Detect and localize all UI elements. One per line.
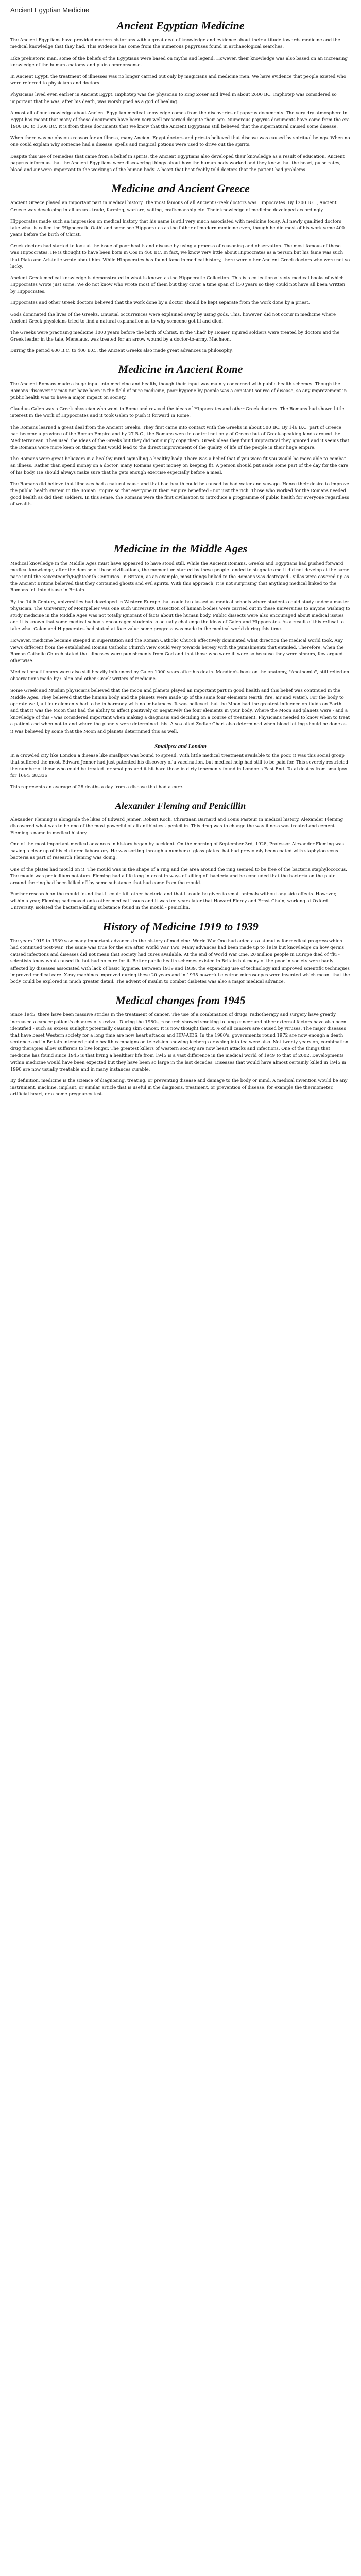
paragraph: Despite this use of remedies that came from a belief in spirits, the Ancient Egyptians also developed their knowledge as a result of education. Ancient papyrus inform us that the Ancient Egyptians were discovering things about how the human body worked and they knew that the heart, pulse rates, blood and air were important to the workings of the human body. A heart that beat feebly told doctors that the patient had problems.: [10, 154, 345, 173]
paragraph: Medical knowledge in the Middle Ages must have appeared to have stood still. While the Ancient Romans, Greeks and Egyptians had pushed forward medical knowledge, after the demise of these civilisations, the momentum started by these people tended to stagnate and it did not develop at the same pace until the Seventeenth/Eighteenth Centuries. In Britain, as an example, most things linked to the Romans was destroyed - villas were covered up as the Ancient Britons believed that they contained ghosts and evil spirits. With this approach, it is not surprising that anything medical linked to the Romans fell into disuse in Britain.: [10, 561, 350, 594]
paragraph: The Romans were great believers in a healthy mind signalling a healthy body. There was a belief that if you were fit you would be more able to combat an illness. Rather than spend money on a doctor, many Romans spent money on keeping fit. A person should put aside some part of the day for the care of his body. He should always make sure that he gets enough exercise especially before a meal.: [10, 456, 349, 476]
section-heading: Medicine in Ancient Rome: [118, 363, 243, 376]
paragraph: Claudius Galen was a Greek physician who went to Rome and revived the ideas of Hippocrates and other Greek doctors. The Romans had shown little interest in the work of Hippocrates and it took Galen to push it forward in Rome.: [10, 406, 345, 419]
page-title: Ancient Egyptian Medicine: [10, 6, 90, 14]
paragraph: This represents an average of 28 deaths a day from a disease that had a cure.: [10, 785, 184, 790]
paragraph: In a crowded city like London a disease like smallpox was bound to spread. With little medical treatment available to the poor, it was this social group that suffered the most. Edward Jenner had just patented his discovery of a vaccination, but medical help had still to be paid for. This severely restricted the number of those who could be treated for smallpox and it hit hard those in dirty tenements found in London's East End. Total deaths from smallpox for 1664: 38,336: [10, 753, 349, 779]
paragraph: Hippocrates and other Greek doctors believed that the work done by a doctor should be kept separate from the work done by a priest.: [10, 300, 310, 306]
paragraph: Gods dominated the lives of the Greeks. Unusual occurrences were explained away by using gods. This, however, did not occur in medicine where Ancient Greek physicians tried to find a natural explanation as to why someone got ill and died.: [10, 312, 336, 324]
subsection-heading: Smallpox and London: [154, 743, 207, 750]
section-heading: Alexander Fleming and Penicillin: [115, 800, 246, 811]
paragraph: Alexander Fleming is alongside the likes of Edward Jenner, Robert Koch, Christiaan Barnard and Louis Pasteur in medical history. Alexander Fleming discovered what was to be one of the most powerful of all antibiotics - penicillin. This drug was to change the way illness was treated and cement Fleming's name in medical history.: [10, 817, 343, 836]
section-smallpox: [10, 743, 351, 791]
paragraph: The Romans did believe that illnesses had a natural cause and that bad health could be caused by bad water and sewage. Hence their desire to improve the public health system in the Roman Empire so that everyone in their empire benefited - not just the rich. Those who worked for the Romans needed good health as did their soldiers. In this sense, the Romans were the first civilisation to introduce a programme of public health for everyone regardless of wealth.: [10, 481, 349, 507]
paragraph: In Ancient Egypt, the treatment of illnesses was no longer carried out only by magicians and medicine men. We have evidence that people existed who were referred to physicians and doctors.: [10, 74, 346, 87]
section-fleming: [10, 801, 351, 912]
paragraph: Medical practitioners were also still heavily influenced by Galen 1000 years after his death. Mondino's book on the anatomy, "Anothomia", still relied on observations made by Galen and other Greek writers of medicine.: [10, 670, 349, 682]
paragraph: Greek doctors had started to look at the issue of poor health and disease by using a process of reasoning and observation. The most famous of these was Hippocrates. He is thought to have been born in Cos in 460 BC. In fact, we know very little about Hippocrates as a person but his fame was such that Plato and Aristotle wrote about him. While Hippocrates has found fame in medical history, there were other Ancient Greek doctors who were not so lucky.: [10, 244, 350, 269]
paragraph: The Ancient Egyptians have provided modern historians with a great deal of knowledge and evidence about their attitude towards medicine and the medical knowledge that they had. This evidence has come from the numerous papyruses found in archaeological searches.: [10, 38, 340, 50]
section-rome: [10, 363, 351, 508]
section-egypt: [10, 19, 351, 174]
paragraph: Almost all of our knowledge about Ancient Egyptian medical knowledge comes from the discoveries of papyrus documents. The very dry atmosphere in Egypt has meant that many of these documents have been very well preserved despite their age. Numerous papyrus documents have come from the era 1900 BC to 1500 BC. It is from these documents that we know that the Ancient Egyptians still believed that the supernatural caused some disease.: [10, 110, 350, 130]
paragraph: Ancient Greece played an important part in medical history. The most famous of all Ancient Greek doctors was Hippocrates. By 1200 B.C., Ancient Greece was developing in all areas - trade, farming, warfare, sailing, craftsmanship etc. Their knowledge of medicine developed accordingly.: [10, 200, 337, 213]
paragraph: By definition, medicine is the science of diagnosing, treating, or preventing disease and damage to the body or mind. A medical invention would be any instrument, machine, implant, or similar article that is useful in the diagnosis, treatment, or prevention of disease, for example the thermometer, artificial heart, or a home pregnancy test.: [10, 1078, 348, 1097]
paragraph: The Ancient Romans made a huge input into medicine and health, though their input was mainly concerned with public health schemes. Though the Romans 'discoveries' may not have been in the field of pure medicine, poor hygiene by people was a constant source of disease, so any improvement in public health was to have a major impact on society.: [10, 381, 347, 401]
section-heading: Medical changes from 1945: [115, 994, 246, 1007]
paragraph: The Romans learned a great deal from the Ancient Greeks. They first came into contact with the Greeks in about 500 BC. By 146 B.C. part of Greece had become a province of the Roman Empire and by 27 B.C., the Romans were in control not only of Greece but of Greek-speaking lands around the Mediterranean. They used the ideas of the Greeks but they did not simply copy them. Greek ideas they found impractical they ignored and it seems that the Romans were more keen on things that would lead to the direct improvement of the quality of life of the people in their huge empire.: [10, 425, 350, 451]
section-heading: Medicine and Ancient Greece: [111, 182, 250, 195]
paragraph: Some Greek and Muslim physicians believed that the moon and planets played an important part in good health and this belief was continued in the Middle Ages. They believed that the human body and the planets were made up of the same four elements (earth, fire, air and water). For the body to operate well, all four elements had to be in harmony with no imbalances. It was believed that the Moon had the greatest influence on fluids on Earth and that it was the Moon that had the ability to affect positively or negatively the four elements in your body. Where the Moon and planets were - and a knowledge of this - was considered important when making a diagnosis and deciding on a course of treatment. Physicians needed to know when to treat a patient and when not to and where the planets were determined this. A so-called Zodiac Chart also determined when blood letting should be done as it was believed by some that the Moon and planets determined this as well.: [10, 688, 350, 734]
paragraph: Like prehistoric man, some of the beliefs of the Egyptians were based on myths and legend. However, their knowledge was also based on an increasing knowledge of the human anatomy and plain commonsense.: [10, 56, 348, 68]
spacer: [10, 516, 351, 537]
paragraph: Since 1945, there have been massive strides in the treatment of cancer. The use of a combination of drugs, radiotherapy and surgery have greatly increased a cancer patient's chances of survival. During the 1980s, research showed smoking to lung cancer and other external factors have also been identified - such as excess sunlight potentially causing skin cancer. It is now thought that 35% of all cancers are caused by viruses. The major diseases that have beset Western society for a long time are now heart attacks and HIV-AIDS. In the 1980's, governments round 1972 are now enough a death sentence and in Britain intended public health campaigns on television showing icebergs crashing into tea were also. Not twenty years on, combination drug therapies allow sufferers to live longer. The greatest killers of western society are now heart attacks and infections. One of the things that medicine has found since 1945 is that living a healthier life from 1945 is a vast difference in the medical world of 1949 to that of 2002. Developments within medicine would have been expected but they have been so large in the last decades. Diseases that would have almost certainly killed in 1945 in 1990 are now usually treatable and in many instances curable.: [10, 1012, 349, 1072]
page: [5, 0, 356, 1119]
paragraph: The years 1919 to 1939 saw many important advances in the history of medicine. World War One had acted as a stimulus for medical progress which had continued post-war. The same was true for the era after World War Two. Many advances had been made up to 1919 but knowledge on how germs caused infections and diseases did not mean that society had cures available. At the end of World War One, 20 million people in Europe died of 'flu - scientists knew what caused flu but had no cure for it. Better public health schemes existed in Britain but many of the poor in society were badly affected by diseases associated with lack of basic hygiene. Between 1919 and 1939, the expanding use of technology and improved scientific techniques improved medical care. X-ray machines improved during these 20 years and in 1935 powerful electron microscopes were invented which meant that the body could be explored in much greater detail. The advent of insulin to combat diabetes was also a major medical advance.: [10, 938, 350, 985]
section-heading: Medicine in the Middle Ages: [113, 542, 248, 555]
paragraph: Hippocrates made such an impression on medical history that his name is still very much associated with medicine today. All newly qualified doctors take what is called the 'Hippocratic Oath' and some see Hippocrates as the father of modern medicine even, though he did most of his work some 400 years before the birth of Christ.: [10, 218, 345, 238]
section-1945: [10, 994, 351, 1098]
section-heading: History of Medicine 1919 to 1939: [102, 920, 259, 933]
paragraph: When there was no obvious reason for an illness, many Ancient Egypt doctors and priests believed that disease was caused by spiritual beings. When no one could explain why someone had a disease, spells and magical potions were used to drive out the spirits.: [10, 135, 350, 148]
paragraph: Ancient Greek medical knowledge is demonstrated in what is known as the Hippocratic Collection. This is a collection of sixty medical books of which Hippocrates wrote just some. We do not know who wrote most of them but they cover a time span of 150 years so they could not have all been written by Hippocrates.: [10, 275, 346, 295]
section-greece: [10, 182, 351, 354]
section-heading: Ancient Egyptian Medicine: [116, 19, 245, 32]
paragraph: Physicians lived even earlier in Ancient Egypt. Imphotep was the physician to King Zoser and lived in about 2600 BC. Imphotep was considered so important that he was, after his death, was worshipped as a god of healing.: [10, 92, 337, 105]
section-1919-1939: [10, 920, 351, 986]
section-middle-ages: [10, 542, 351, 735]
paragraph: One of the most important medical advances in history began by accident. On the morning of September 3rd, 1928, Professor Alexander Fleming was having a clear up of his cluttered laboratory. He was sorting through a number of glass plates that had previously been coated with staphylococcus bacteria as part of research Fleming was doing.: [10, 842, 344, 861]
paragraph: During the period 600 B.C. to 400 B.C., the Ancient Greeks also made great advances in philosophy.: [10, 348, 233, 354]
paragraph: Further research on the mould found that it could kill other bacteria and that it could be given to small animals without any side effects. However, within a year, Fleming had moved onto other medical issues and it was ten years later that Howard Florey and Ernst Chain, working at Oxford University, isolated the bacteria-killing substance found in the mould - penicillin.: [10, 892, 337, 911]
paragraph: By the 14th Century, universities had developed in Western Europe that could be classed as medical schools where students could study under a master physician. The University of Montpellier was one such university. Dissection of human bodies were carried out in these universities to anyone wishing to study medicine in the Middle Ages was not totally ignorant of facts about the human body. Public dissects were also encouraged about medical issues and it is known that some medical schools encouraged students to actually challenge the ideas of Galen and Hippocrates. As a result of this refusal to take what Galen and Hippocrates had stated at face value some progress was made in the medical world during this time.: [10, 599, 350, 632]
paragraph: The Greeks were practising medicine 1000 years before the birth of Christ. In the 'Iliad' by Homer, injured soldiers were treated by doctors and the Greek leader in the tale, Menelaus, was treated for an arrow wound by a doctor-to-army, Machaon.: [10, 330, 340, 343]
paragraph: One of the plates had mould on it. The mould was in the shape of a ring and the area around the ring seemed to be free of the bacteria staphylococcus. The mould was penicillium notatum. Fleming had a life long interest in ways of killing off bacteria and he concluded that the bacteria on the plate around the ring had been killed off by some substance that had come from the mould.: [10, 867, 347, 886]
paragraph: However, medicine became steeped in superstition and the Roman Catholic Church effectively dominated what direction the medical world took. Any views different from the established Roman Catholic Church view could very towards heresy with the punishments that entailed. Therefore, when the Roman Catholic Church stated that illnesses were punishments from God and that those who were ill were so because they were sinners, few argued otherwise.: [10, 638, 344, 664]
